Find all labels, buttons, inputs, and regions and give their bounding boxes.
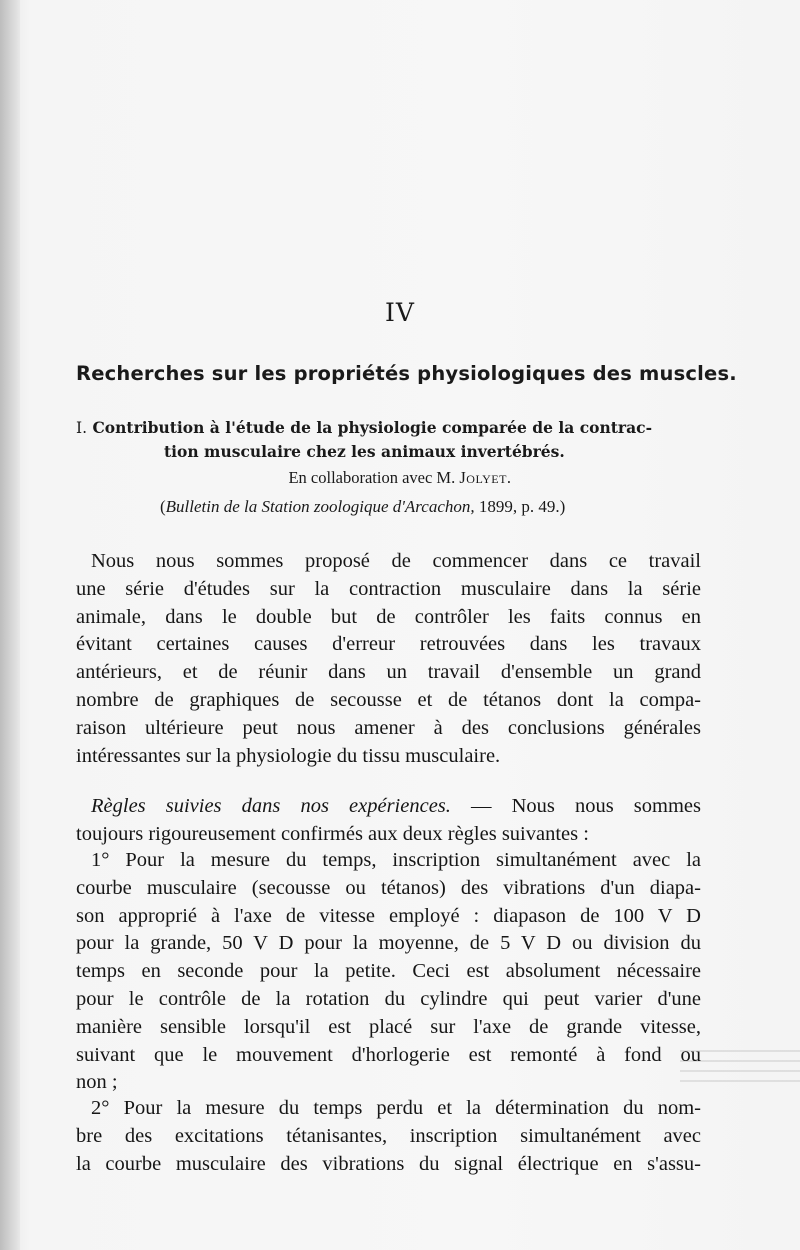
text-line: pour la grande, 50 V D pour la moyenne, de 5 V D ou division du xyxy=(76,932,701,955)
text-line: évitant certaines causes d'erreur retrouvées dans les travaux xyxy=(76,633,701,656)
text-line: la courbe musculaire des vibrations du signal électrique en s'assu- xyxy=(76,1152,701,1175)
text-line: une série d'études sur la contraction musculaire dans la série xyxy=(76,577,701,600)
text-line: temps en seconde pour la petite. Ceci est absolument nécessaire xyxy=(76,960,701,983)
rules-heading-rest: — Nous nous sommes xyxy=(450,795,701,817)
text-line: 2° Pour la mesure du temps perdu et la détermination du nom- xyxy=(91,1097,701,1119)
page-fold-shadow xyxy=(0,0,20,1250)
subsection-title-text1: Contribution à l'étude de la physiologie comparée de la contrac- xyxy=(92,418,652,437)
text-line: non ; xyxy=(76,1071,118,1094)
text-line: 1° Pour la mesure du temps, inscription simultanément avec la xyxy=(91,849,701,871)
text-line: Nous nous sommes proposé de commencer dans ce travail xyxy=(91,550,701,572)
collaboration-note xyxy=(0,468,800,488)
text-line: manière sensible lorsqu'il est placé sur l'axe de grande vitesse, xyxy=(76,1015,701,1038)
citation-open: ( xyxy=(160,497,166,516)
text-line: bre des excitations tétanisantes, inscription simultanément avec xyxy=(76,1124,701,1147)
text-line: nombre de graphiques de secousse et de tétanos dont la compa- xyxy=(76,688,701,711)
text-line: animale, dans le double but de contrôler les faits connus en xyxy=(76,605,701,628)
subsection-number: I. xyxy=(76,419,88,437)
paragraph-rules xyxy=(76,793,701,849)
text-line: raison ultérieure peut nous amener à des conclusions générales xyxy=(76,716,701,739)
text-line: suivant que le mouvement d'horlogerie est remonté à fond ou xyxy=(76,1043,701,1066)
paragraph-intro xyxy=(76,548,701,770)
chapter-number: IV xyxy=(385,298,415,327)
paragraph-rule-one xyxy=(76,847,701,1097)
text-line: son approprié à l'axe de vitesse employé : diapason de 100 V D xyxy=(76,904,701,927)
section-title: Recherches sur les propriétés physiologiques des muscles. xyxy=(76,362,737,385)
text-line: pour le contrôle de la rotation du cylindre qui peut varier d'une xyxy=(76,987,701,1010)
collaboration-prefix: En collaboration avec M. xyxy=(288,468,456,487)
subsection-title-line2: tion musculaire chez les animaux invertébrés. xyxy=(164,442,565,461)
text-line: antérieurs, et de réunir dans un travail d'ensemble un grand xyxy=(76,661,701,684)
citation xyxy=(160,497,760,517)
collaborator-name: Jolyet. xyxy=(459,468,512,487)
paragraph-rule-two xyxy=(76,1095,701,1178)
citation-journal: Bulletin de la Station zoologique d'Arcachon, xyxy=(165,497,475,516)
rules-heading: Règles suivies dans nos expériences. xyxy=(91,795,451,817)
text-line: intéressantes sur la physiologie du tissu musculaire. xyxy=(76,744,501,767)
citation-details: 1899, p. 49.) xyxy=(474,497,566,516)
subsection-title xyxy=(76,416,701,464)
text-line: toujours rigoureusement confirmés aux deux règles suivantes : xyxy=(76,822,589,845)
text-line xyxy=(76,793,701,821)
text-line: courbe musculaire (secousse ou tétanos) des vibrations d'un diapa- xyxy=(76,876,701,899)
subsection-title-line1 xyxy=(76,416,701,440)
